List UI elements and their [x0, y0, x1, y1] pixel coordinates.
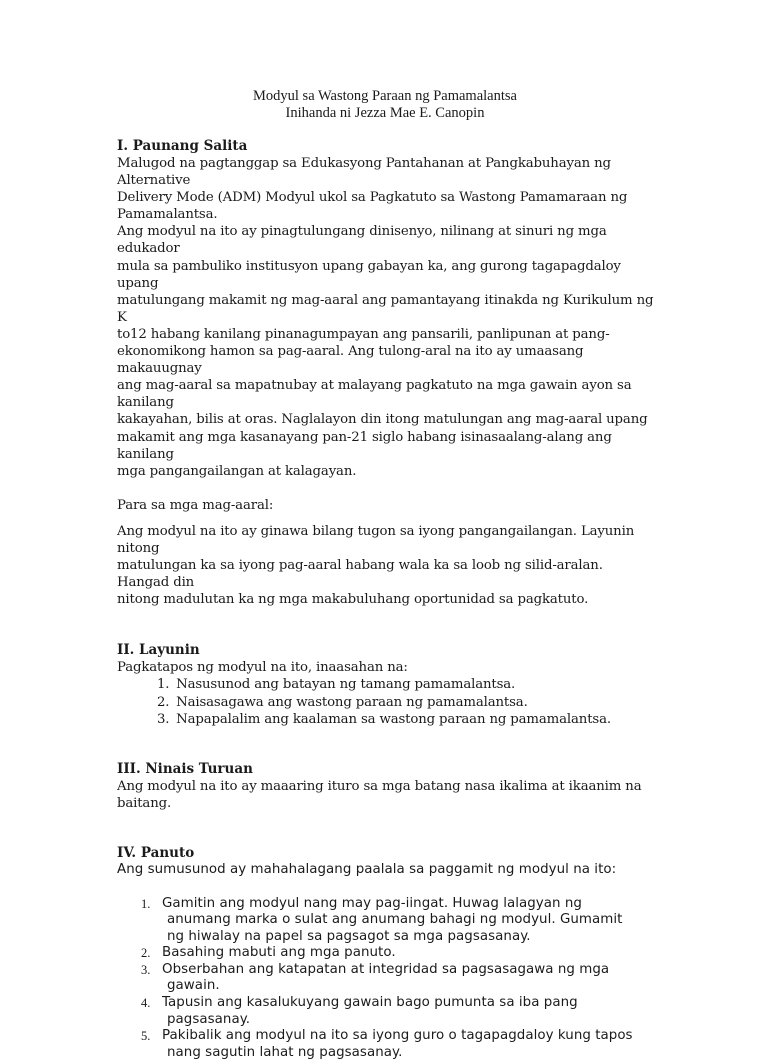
text-line: nitong madulutan ka ng mga makabuluhang oportunidad sa pagkatuto.: [117, 591, 657, 608]
list-line: nang sagutin lahat ng pagsasanay.: [162, 1045, 657, 1061]
instructions-list: [117, 896, 657, 1061]
text-line: to12 habang kanilang pinanagumpayan ang pansarili, panlipunan at pang-: [117, 326, 657, 343]
section-intro: Pagkatapos ng modyul na ito, inaasahan na:: [117, 659, 657, 676]
list-number: 5.: [141, 1028, 150, 1045]
list-line: Pakibalik ang modyul na ito sa iyong guro o tagapagdaloy kung tapos: [162, 1028, 633, 1043]
section-paragraph: [117, 778, 657, 812]
text-line: mga pangangailangan at kalagayan.: [117, 463, 657, 480]
section-paragraph: [117, 223, 657, 479]
section-heading: II. Layunin: [117, 642, 657, 659]
text-line: makamit ang mga kasanayang pan-21 siglo habang isinasaalang-alang ang kanilang: [117, 429, 657, 463]
list-number: 3.: [157, 711, 172, 728]
list-item: [117, 1028, 657, 1061]
list-line: ng hiwalay na papel sa pagsagot sa mga pagsasanay.: [162, 929, 657, 946]
text-line: Malugod na pagtanggap sa Edukasyong Pantahanan at Pangkabuhayan ng Alternative: [117, 155, 657, 189]
list-number: 3.: [141, 962, 150, 979]
list-item: [157, 676, 657, 693]
list-item: [117, 896, 657, 946]
text-line: matulungang makamit ng mag-aaral ang pamantayang itinakda ng Kurikulum ng K: [117, 292, 657, 326]
section-heading: I. Paunang Salita: [117, 138, 657, 155]
text-line: ang mag-aaral sa mapatnubay at malayang pagkatuto na mga gawain ayon sa kanilang: [117, 377, 657, 411]
list-line: Obserbahan ang katapatan at integridad sa pagsasagawa ng mga: [162, 962, 609, 977]
text-line: Delivery Mode (ADM) Modyul ukol sa Pagkatuto sa Wastong Pamamaraan ng: [117, 189, 657, 206]
section-layunin: [117, 642, 657, 727]
section-panuto: [117, 845, 657, 1061]
list-item: [117, 962, 657, 995]
section-paunang-salita: [117, 138, 657, 608]
text-line: mula sa pambuliko institusyon upang gabayan ka, ang gurong tagapagdaloy upang: [117, 258, 657, 292]
section-ninais-turuan: [117, 761, 657, 812]
document-page: [117, 88, 657, 1061]
section-paragraph: [117, 155, 657, 223]
list-number: 4.: [141, 995, 150, 1012]
list-number: 2.: [141, 945, 150, 962]
section-heading: IV. Panuto: [117, 845, 657, 862]
list-line: Basahing mabuti ang mga panuto.: [162, 945, 396, 960]
text-line: Pamamalantsa.: [117, 206, 657, 223]
text-line: ekonomikong hamon sa pag-aaral. Ang tulong-aral na ito ay umaasang makauugnay: [117, 343, 657, 377]
document-author: Inihanda ni Jezza Mae E. Canopin: [113, 105, 657, 122]
list-line: gawain.: [162, 978, 657, 995]
document-header: [113, 88, 657, 122]
list-number: 1.: [141, 896, 150, 913]
list-number: 2.: [157, 694, 172, 711]
document-title: Modyul sa Wastong Paraan ng Pamamalantsa: [113, 88, 657, 105]
objectives-list: [117, 676, 657, 727]
text-line: baitang.: [117, 795, 657, 812]
text-line: Ang modyul na ito ay maaaring ituro sa mga batang nasa ikalima at ikaanim na: [117, 778, 657, 795]
section-heading: III. Ninais Turuan: [117, 761, 657, 778]
list-line: pagsasanay.: [162, 1012, 657, 1029]
list-text: Naisasagawa ang wastong paraan ng pamamalantsa.: [176, 695, 528, 710]
section-subheading: Para sa mga mag-aaral:: [117, 497, 657, 514]
list-line: Tapusin ang kasalukuyang gawain bago pumunta sa iba pang: [162, 995, 578, 1010]
section-intro: Ang sumusunod ay mahahalagang paalala sa paggamit ng modyul na ito:: [117, 862, 657, 879]
list-line: Gamitin ang modyul nang may pag-iingat. Huwag lalagyan ng: [162, 896, 582, 911]
list-number: 1.: [157, 676, 172, 693]
text-line: matulungan ka sa iyong pag-aaral habang wala ka sa loob ng silid-aralan. Hangad din: [117, 557, 657, 591]
section-paragraph: [117, 523, 657, 608]
text-line: Ang modyul na ito ay pinagtulungang dinisenyo, nilinang at sinuri ng mga edukador: [117, 223, 657, 257]
list-item: [157, 694, 657, 711]
text-line: kakayahan, bilis at oras. Naglalayon din itong matulungan ang mag-aaral upang: [117, 411, 657, 428]
text-line: Ang modyul na ito ay ginawa bilang tugon sa iyong pangangailangan. Layunin nitong: [117, 523, 657, 557]
list-item: [117, 945, 657, 962]
list-text: Napapalalim ang kaalaman sa wastong paraan ng pamamalantsa.: [176, 712, 611, 727]
list-text: Nasusunod ang batayan ng tamang pamamalantsa.: [176, 677, 515, 692]
list-item: [117, 995, 657, 1028]
list-line: anumang marka o sulat ang anumang bahagi ng modyul. Gumamit: [162, 912, 657, 929]
list-item: [157, 711, 657, 728]
